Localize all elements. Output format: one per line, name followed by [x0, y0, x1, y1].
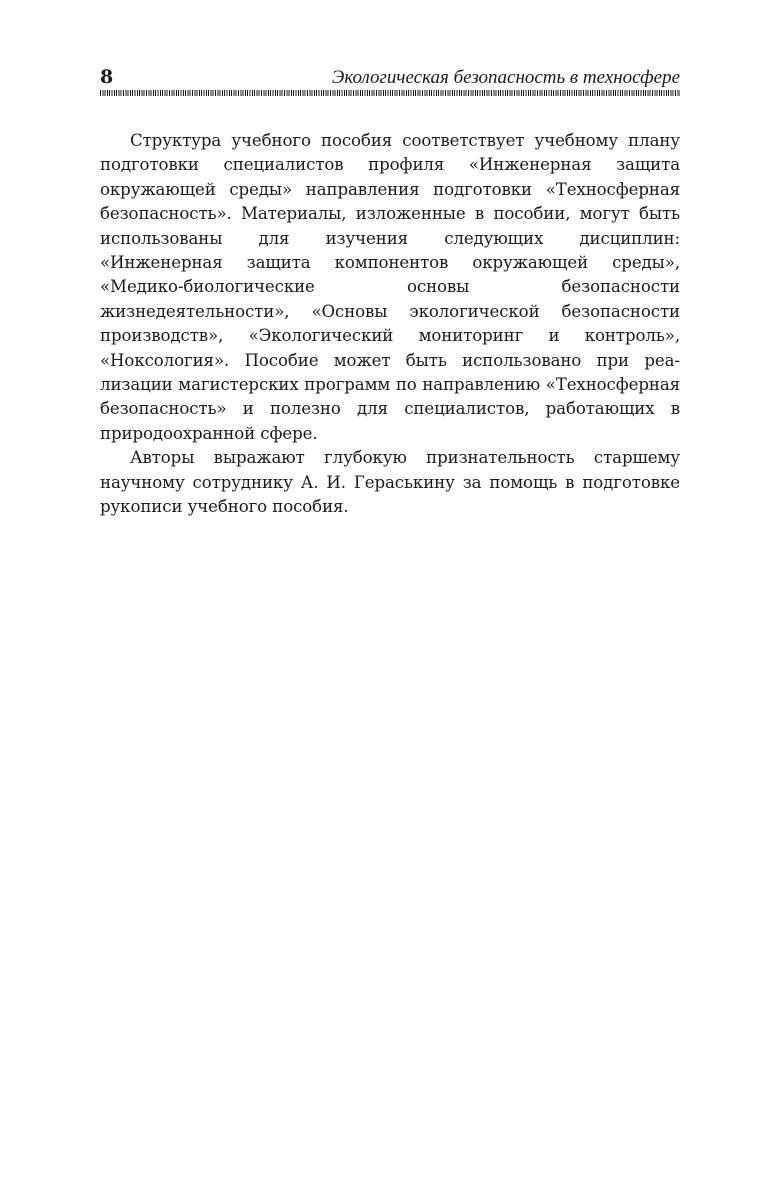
header-rule — [100, 90, 680, 96]
running-header — [100, 60, 680, 90]
book-page — [100, 60, 680, 520]
page-number: 8 — [100, 66, 114, 88]
body-text — [100, 129, 680, 520]
running-title: Экологическая безопасность в техносфере — [331, 67, 680, 88]
paragraph-acknowledgements: Авторы выражают глубокую признательность старшему научному сотруднику А. И. Гераськину за помощь в подготовке рукописи учебного пособия. — [100, 448, 680, 517]
paragraph-structure: Структура учебного пособия соответствует учебному плану подготовки специалистов профиля «Инженерная защита окружающей среды» направления подготовки «Техносферная безопасность». Материалы, изложенные в пособии, могут быть использованы для изучения следующих дисциплин: «Инженерная защита компонентов окружающей среды», «Медико-биологические основы безопасности жизнедеятельности», «Основы экологической безопасности производств», «Экологический мониторинг и контроль», «Ноксология». Пособие может быть использовано при реализации магистерских программ по направлению «Техносферная безопасность» и полезно для специалистов, работающих в природоохранной сфере. — [100, 131, 680, 443]
